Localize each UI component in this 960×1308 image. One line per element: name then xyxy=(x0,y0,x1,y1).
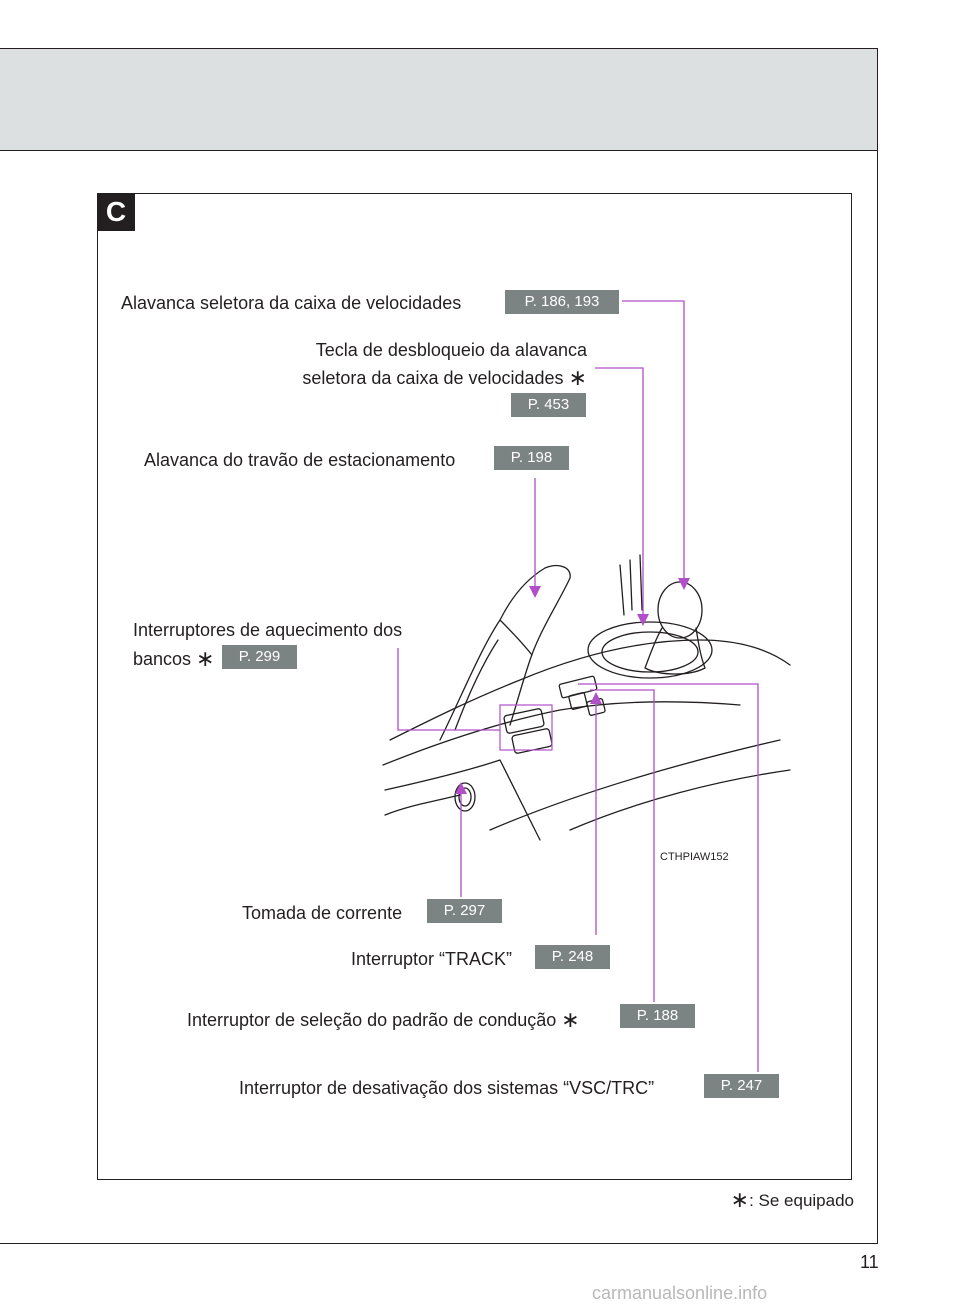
arrowhead xyxy=(590,692,602,704)
console-mid-edge xyxy=(383,702,740,765)
ref-gear-selector[interactable]: P. 186, 193 xyxy=(505,290,619,314)
console-trim-line-2 xyxy=(570,770,790,830)
parking-brake-grip-line xyxy=(455,640,498,730)
leader-arrowheads xyxy=(455,578,690,794)
asterisk-icon: ∗ xyxy=(196,646,215,671)
ref-shift-release[interactable]: P. 453 xyxy=(511,393,586,417)
gear-knob xyxy=(658,582,702,638)
label-drive-mode: Interruptor de seleção do padrão de condução ∗ xyxy=(187,1007,580,1032)
vsc-trc-switch xyxy=(559,676,597,698)
ref-parking-brake[interactable]: P. 198 xyxy=(494,446,569,470)
label-parking-brake: Alavanca do travão de estacionamento xyxy=(144,450,456,470)
gear-gate-inner xyxy=(602,632,698,672)
asterisk-icon: ∗ xyxy=(561,1007,580,1032)
console-vents xyxy=(620,555,642,615)
arrowhead xyxy=(529,586,541,598)
section-badge: C xyxy=(97,193,135,231)
asterisk-icon: ∗ xyxy=(730,1187,750,1212)
ref-track-switch[interactable]: P. 248 xyxy=(535,945,610,969)
console-trim-line xyxy=(490,740,780,830)
ref-vsc-trc[interactable]: P. 247 xyxy=(704,1074,779,1098)
footnote: ∗: Se equipado xyxy=(730,1187,854,1212)
label-track-switch: Interruptor “TRACK” xyxy=(351,949,513,969)
label-power-outlet: Tomada de corrente xyxy=(242,903,403,923)
label-shift-release-line2: seletora da caixa de velocidades ∗ xyxy=(302,365,587,390)
arrowhead xyxy=(637,614,649,626)
label-shift-release-line1: Tecla de desbloqueio da alavanca xyxy=(315,340,587,360)
asterisk-icon: ∗ xyxy=(568,365,587,390)
leader-seat-heater xyxy=(398,648,500,730)
label-seat-heater-line2: bancos ∗ xyxy=(133,646,215,671)
console-drawing xyxy=(383,555,790,840)
ref-drive-mode[interactable]: P. 188 xyxy=(620,1004,695,1028)
parking-brake-button-line xyxy=(500,620,532,655)
leader-gear-selector xyxy=(622,301,684,582)
label-seat-heater-line1: Interruptores de aquecimento dos xyxy=(133,620,403,640)
label-vsc-trc: Interruptor de desativação dos sistemas “VSC/TRC” xyxy=(239,1078,655,1098)
console-base-line xyxy=(385,795,460,815)
console-lower-edge xyxy=(385,760,540,840)
label-gear-selector: Alavanca seletora da caixa de velocidades xyxy=(121,293,462,313)
watermark: carmanualsonline.info xyxy=(592,1283,768,1303)
power-outlet xyxy=(455,783,475,811)
ref-seat-heater[interactable]: P. 299 xyxy=(222,645,297,669)
ref-power-outlet[interactable]: P. 297 xyxy=(427,899,502,923)
parking-brake-lever xyxy=(440,566,570,740)
page-number: 11 xyxy=(860,1252,879,1272)
image-code: CTHPIAW152 xyxy=(660,851,729,863)
leader-shift-release xyxy=(595,368,643,622)
